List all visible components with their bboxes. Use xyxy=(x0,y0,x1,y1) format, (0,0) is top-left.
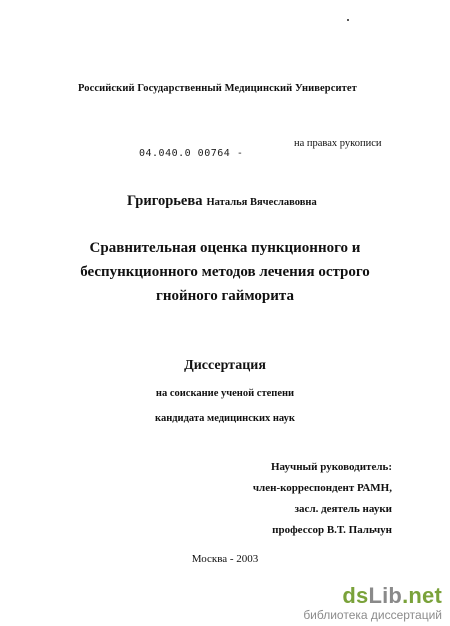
author-surname: Григорьева xyxy=(127,193,203,209)
dslib-watermark xyxy=(303,585,442,622)
title-line: беспункционного методов лечения острого xyxy=(80,264,370,280)
supervisor-line: член-корреспондент РАМН, xyxy=(252,482,392,494)
degree-line: кандидата медицинских наук xyxy=(155,413,295,424)
dissertation-title xyxy=(60,236,390,308)
title-line: гнойного гайморита xyxy=(156,288,294,304)
author-given-names: Наталья Вячеславовна xyxy=(206,197,317,208)
catalog-stamp: 04.040.0 00764 - xyxy=(139,148,244,159)
dslib-logo: dsLib.net xyxy=(342,583,442,608)
supervisor-line: засл. деятель науки xyxy=(294,503,392,515)
city-and-year: Москва - 2003 xyxy=(191,553,259,565)
catalog-number: 04.040.0 00764 xyxy=(139,148,231,159)
author-name xyxy=(127,192,317,210)
manuscript-rights-note: на правах рукописи xyxy=(294,138,382,149)
degree-line: на соискание ученой степени xyxy=(155,388,295,399)
supervisor-line: профессор В.Т. Пальчун xyxy=(272,524,392,536)
university-name: Российский Государственный Медицинский Университет xyxy=(78,83,357,94)
document-type: Диссертация xyxy=(184,358,266,373)
scan-speck xyxy=(347,19,349,21)
supervisor-block xyxy=(236,457,392,541)
title-line: Сравнительная оценка пункционного и xyxy=(89,240,361,256)
dslib-subtitle: библиотека диссертаций xyxy=(303,608,442,622)
supervisor-line: Научный руководитель: xyxy=(271,461,392,473)
